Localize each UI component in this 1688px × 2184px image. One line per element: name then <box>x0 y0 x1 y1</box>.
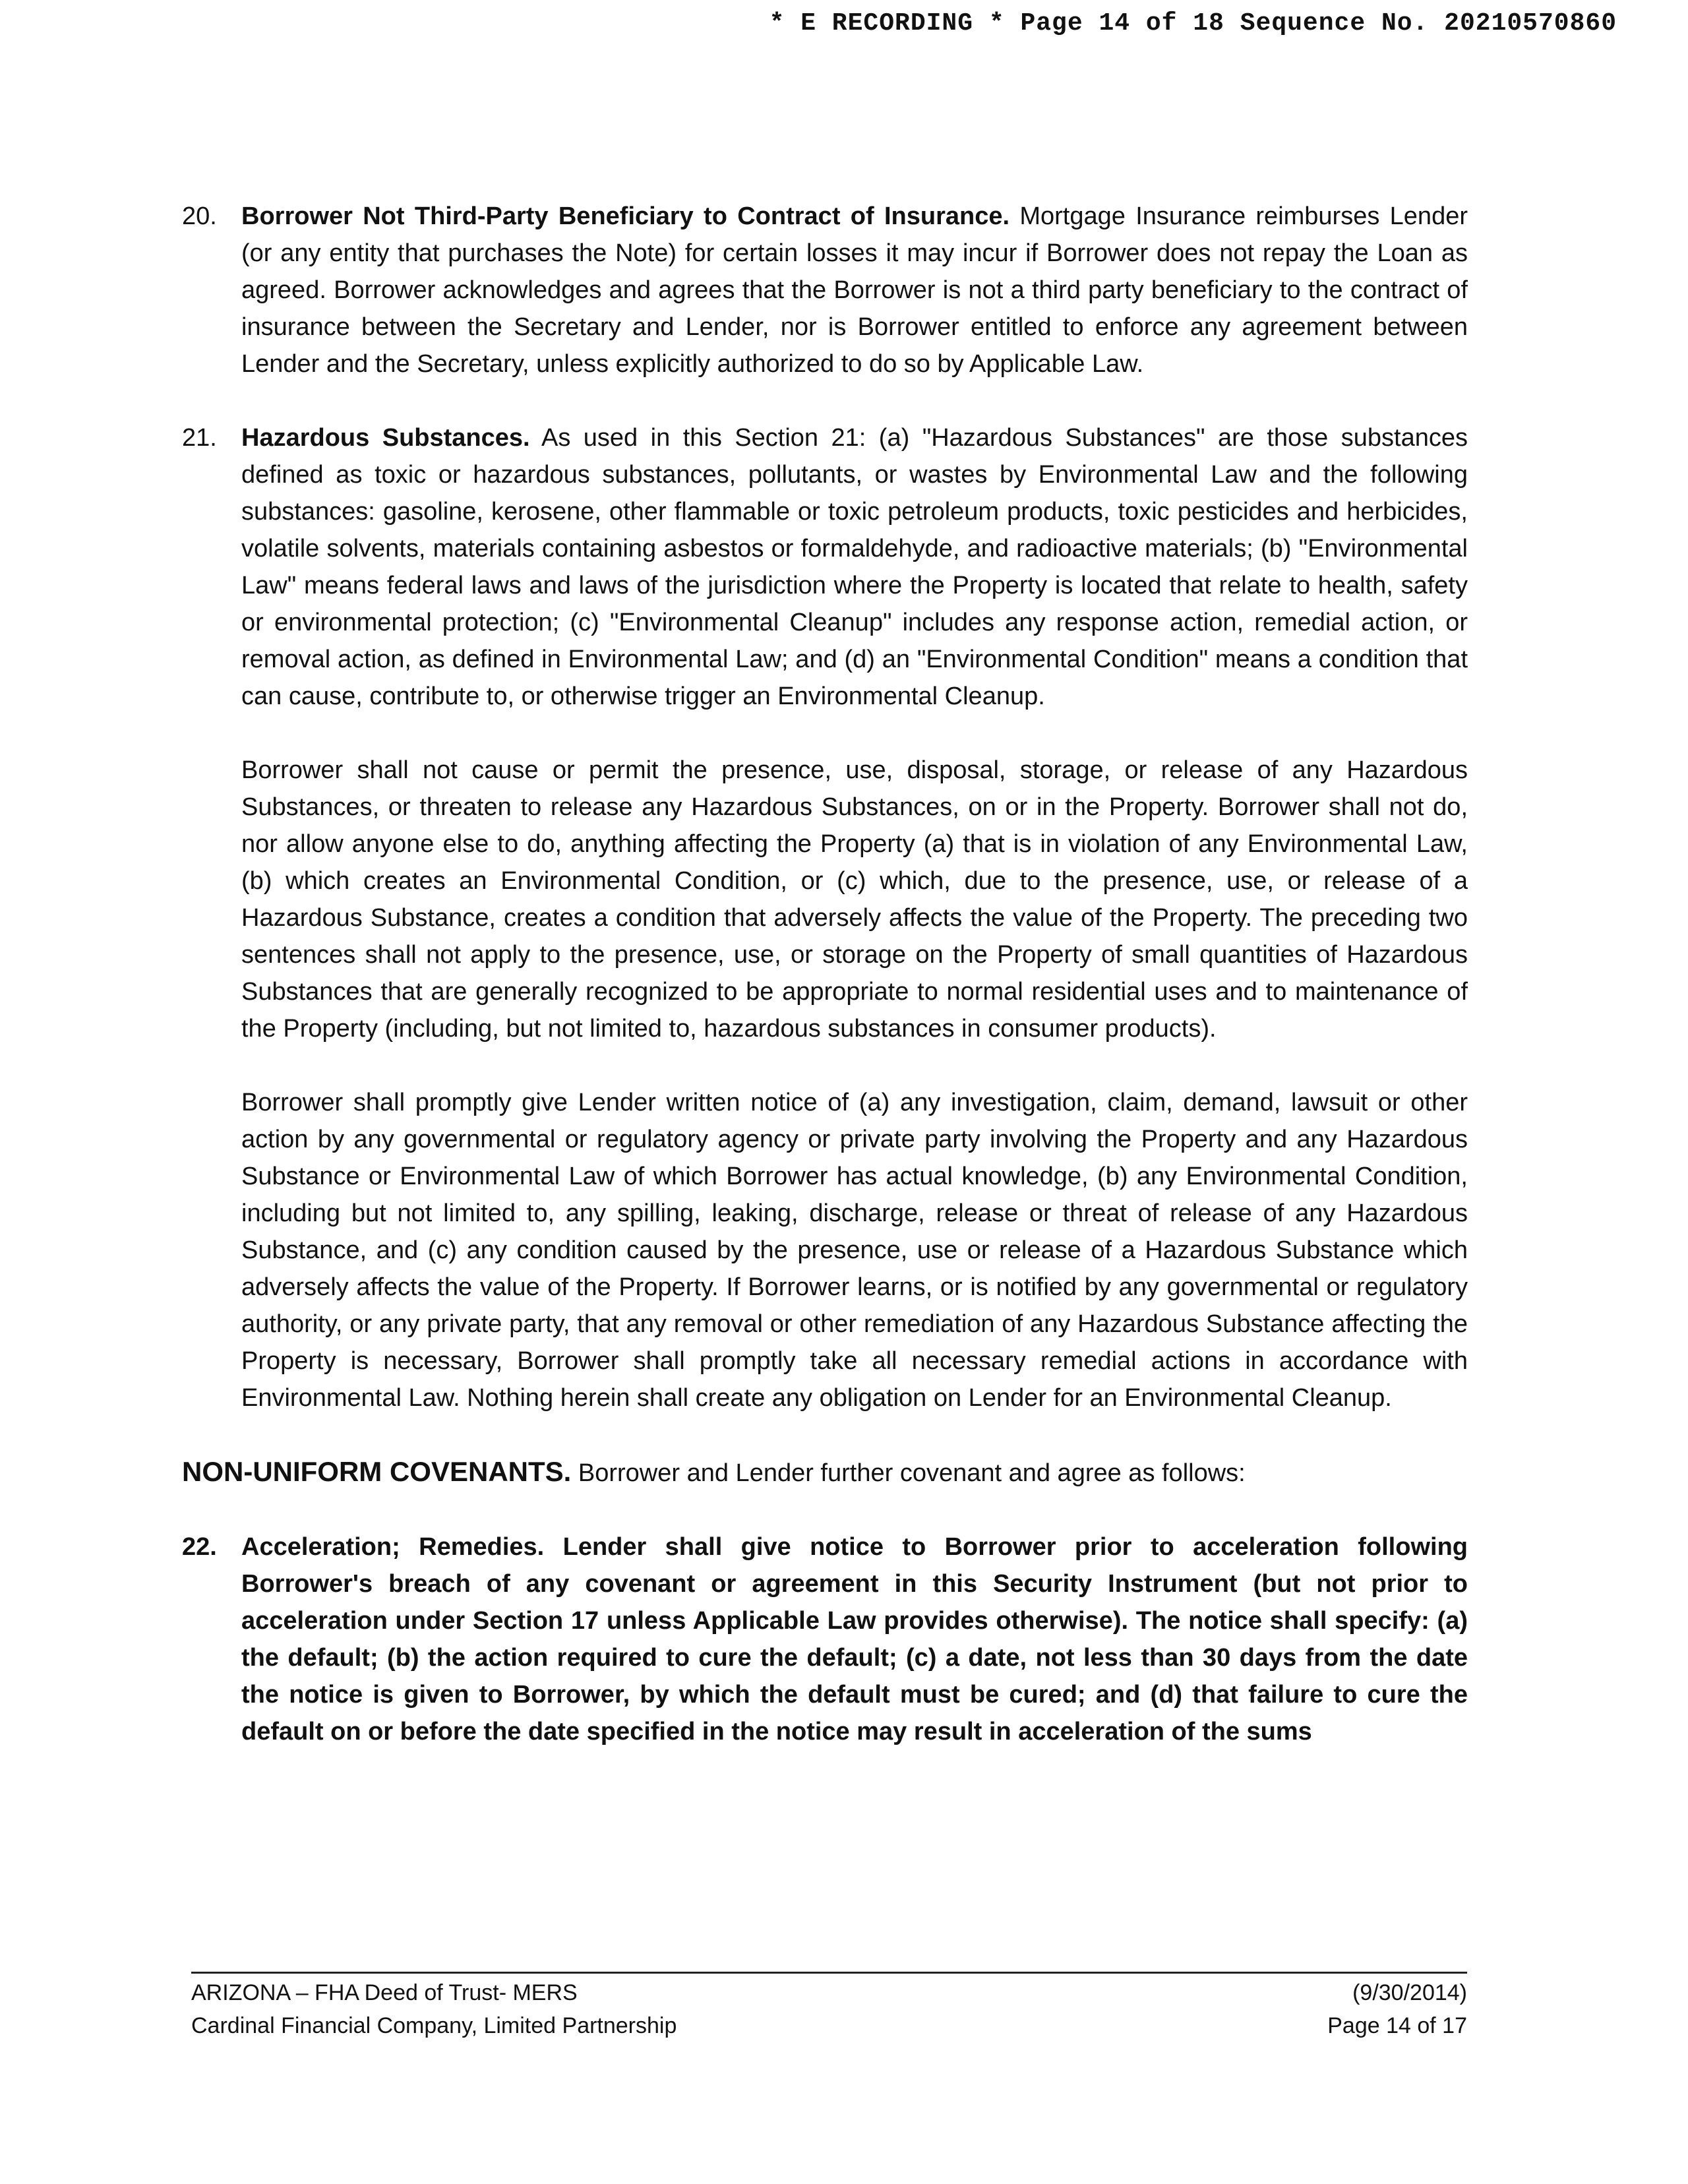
footer-page-number: Page 14 of 17 <box>1327 2013 1467 2038</box>
footer-form-name: ARIZONA – FHA Deed of Trust- MERS <box>191 1980 578 2005</box>
section-number: 20. <box>182 202 217 230</box>
section-paragraph <box>241 419 1468 715</box>
section-paragraph-3: Borrower shall promptly give Lender written notice of (a) any investigation, claim, demand, lawsuit or other action by any governmental or regulatory agency or private party involving the Property and any Hazardous Substance or Environmental Law of which Borrower has actual knowledge, (b) any Environmental Condition, including but not limited to, any spilling, leaking, discharge, release or threat of release of any Hazardous Substance, and (c) any condition caused by the presence, use or release of a Hazardous Substance which adversely affects the value of the Property. If Borrower learns, or is notified by any governmental or regulatory authority, or any private party, that any removal or other remediation of any Hazardous Substance affecting the Property is necessary, Borrower shall promptly take all necessary remedial actions in accordance with Environmental Law. Nothing herein shall create any obligation on Lender for an Environmental Cleanup. <box>241 1089 1468 1412</box>
footer-company: Cardinal Financial Company, Limited Partnership <box>191 2013 677 2038</box>
non-uniform-title: NON-UNIFORM COVENANTS. <box>182 1456 572 1487</box>
section-title: Hazardous Substances. <box>241 424 530 452</box>
recording-header: * E RECORDING * Page 14 of 18 Sequence No. 20210570860 <box>769 9 1617 38</box>
section-paragraph: Acceleration; Remedies. Lender shall give notice to Borrower prior to acceleration following Borrower's breach of any covenant or agreement in this Security Instrument (but not prior to acceleration under Section 17 unless Applicable Law provides otherwise). The notice shall specify: (a) the default; (b) the action required to cure the default; (c) a date, not less than 30 days from the date the notice is given to Borrower, by which the default must be cured; and (d) that failure to cure the default on or before the date specified in the notice may result in acceleration of the sums <box>241 1533 1468 1745</box>
section-text: Mortgage Insurance reimburses Lender (or any entity that purchases the Note) for certain losses it may incur if Borrower does not repay the Loan as agreed. Borrower acknowledges and agrees that the Borrower is not a third party beneficiary to the contract of insurance between the Secretary and Lender, nor is Borrower entitled to enforce any agreement between Lender and the Secretary, unless explicitly authorized to do so by Applicable Law. <box>241 202 1468 378</box>
section-text: As used in this Section 21: (a) "Hazardous Substances" are those substances defined as toxic or hazardous substances, pollutants, or wastes by Environmental Law and the following substances: gasoline, kerosene, other flammable or toxic petroleum products, toxic pesticides and herbicides, volatile solvents, materials containing asbestos or formaldehyde, and radioactive materials; (b) "Environmental Law" means federal laws and laws of the jurisdiction where the Property is located that relate to health, safety or environmental protection; (c) "Environmental Cleanup" includes any response action, remedial action, or removal action, as defined in Environmental Law; and (d) an "Environmental Condition" means a condition that can cause, contribute to, or otherwise trigger an Environmental Cleanup. <box>241 424 1468 710</box>
non-uniform-covenants <box>182 1453 1468 1492</box>
section-22 <box>182 1529 1468 1750</box>
section-number: 21. <box>182 424 217 452</box>
section-paragraph <box>241 198 1468 382</box>
footer-form-date: (9/30/2014) <box>1352 1980 1467 2005</box>
section-title: Borrower Not Third-Party Beneficiary to Contract of Insurance. <box>241 202 1010 230</box>
section-number: 22. <box>182 1533 217 1561</box>
section-paragraph-2: Borrower shall not cause or permit the presence, use, disposal, storage, or release of any Hazardous Substances, or threaten to release any Hazardous Substances, on or in the Property. Borrower shall not do, nor allow anyone else to do, anything affecting the Property (a) that is in violation of any Environmental Law, (b) which creates an Environmental Condition, or (c) which, due to the presence, use, or release of a Hazardous Substance, creates a condition that adversely affects the value of the Property. The preceding two sentences shall not apply to the presence, use, or storage on the Property of small quantities of Hazardous Substances that are generally recognized to be appropriate to normal residential uses and to maintenance of the Property (including, but not limited to, hazardous substances in consumer products). <box>241 756 1468 1043</box>
document-body <box>182 198 1468 1750</box>
footer-row <box>191 1976 1467 2009</box>
page-footer <box>191 1972 1467 2042</box>
section-21 <box>182 419 1468 1416</box>
non-uniform-text: Borrower and Lender further covenant and agree as follows: <box>571 1459 1246 1487</box>
footer-row <box>191 2009 1467 2042</box>
section-20 <box>182 198 1468 382</box>
